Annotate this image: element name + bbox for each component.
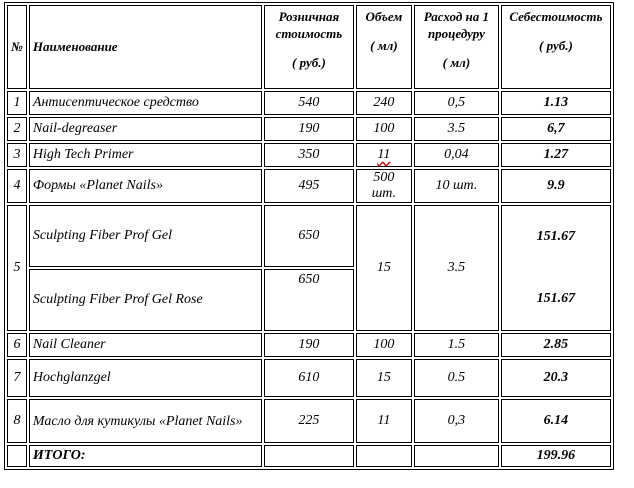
row-usage: 3.5 [414, 117, 499, 141]
row-volume: 15 [356, 205, 412, 331]
row-name: Антисептическое средство [29, 91, 262, 115]
table-row [7, 359, 611, 397]
header-usage-unit: ( мл) [442, 55, 471, 70]
row-price: 190 [264, 333, 354, 357]
row-cost: 9.9 [501, 169, 611, 203]
header-usage-line1: Расход на 1 [423, 9, 490, 24]
header-name: Наименование [29, 5, 262, 89]
header-cost-unit: ( руб.) [539, 38, 573, 53]
row-number: 7 [7, 359, 27, 397]
table-row [7, 117, 611, 141]
row-volume: 100 [356, 333, 412, 357]
header-volume [356, 5, 412, 89]
row-name: Sculpting Fiber Prof Gel [29, 205, 262, 267]
header-retail-line2: стоимость [275, 26, 343, 41]
total-price-cell [264, 445, 354, 467]
table-row [7, 143, 611, 167]
table-row [7, 205, 611, 267]
row-cost: 1.13 [501, 91, 611, 115]
row-usage: 3.5 [414, 205, 499, 331]
total-usage-cell [414, 445, 499, 467]
header-row [7, 5, 611, 89]
table-row [7, 333, 611, 357]
row-cost: 2.85 [501, 333, 611, 357]
row-price: 650 [264, 205, 354, 267]
row-name: Nail Cleaner [29, 333, 262, 357]
total-number-cell [7, 445, 27, 467]
row-name: Формы «Planet Nails» [29, 169, 262, 203]
row-volume: 240 [356, 91, 412, 115]
row-name: High Tech Primer [29, 143, 262, 167]
header-retail-price [264, 5, 354, 89]
row-price: 190 [264, 117, 354, 141]
table-row [7, 399, 611, 443]
table-row [7, 169, 611, 203]
row-usage: 0,5 [414, 91, 499, 115]
row-name: Hochglanzgel [29, 359, 262, 397]
cost-a-value: 151.67 [536, 229, 576, 244]
row-name: Sculpting Fiber Prof Gel Rose [29, 269, 262, 331]
row-usage: 0,04 [414, 143, 499, 167]
row-volume: 15 [356, 359, 412, 397]
row-price: 350 [264, 143, 354, 167]
row-usage: 0,3 [414, 399, 499, 443]
row-number: 5 [7, 205, 27, 331]
row-cost: 6,7 [501, 117, 611, 141]
total-volume-cell [356, 445, 412, 467]
cost-table-page [4, 2, 614, 470]
row-price: 540 [264, 91, 354, 115]
row-price: 650 [264, 269, 354, 331]
cost-table [4, 2, 614, 470]
row-name: Масло для кутикулы «Planet Nails» [29, 399, 262, 443]
row-cost: 1.27 [501, 143, 611, 167]
row-name: Nail-degreaser [29, 117, 262, 141]
header-cost-label: Себестоимость [509, 9, 603, 24]
row-price: 225 [264, 399, 354, 443]
row-number: 4 [7, 169, 27, 203]
header-usage [414, 5, 499, 89]
row-number: 8 [7, 399, 27, 443]
header-volume-label: Объем [365, 9, 403, 24]
row-cost: 20.3 [501, 359, 611, 397]
row-usage: 10 шт. [414, 169, 499, 203]
row-number: 1 [7, 91, 27, 115]
header-retail-unit: ( руб.) [292, 55, 326, 70]
total-row [7, 445, 611, 467]
row-number: 2 [7, 117, 27, 141]
row-volume: 11 [356, 399, 412, 443]
total-cost: 199.96 [501, 445, 611, 467]
total-label: ИТОГО: [29, 445, 262, 467]
table-row [7, 91, 611, 115]
spellcheck-underlined-value: 11 [377, 147, 391, 162]
row-number: 3 [7, 143, 27, 167]
row-price: 495 [264, 169, 354, 203]
row-volume: 100 [356, 117, 412, 141]
row-volume [356, 143, 412, 167]
row-number: 6 [7, 333, 27, 357]
header-usage-line2: процедуру [427, 26, 485, 41]
row-volume: 500 шт. [356, 169, 412, 203]
cost-b-value: 151.67 [536, 291, 576, 306]
row-usage: 1.5 [414, 333, 499, 357]
header-retail-line1: Розничная [278, 9, 340, 24]
row-price: 610 [264, 359, 354, 397]
header-volume-unit: ( мл) [370, 38, 398, 53]
row-usage: 0.5 [414, 359, 499, 397]
header-cost [501, 5, 611, 89]
row-cost: 6.14 [501, 399, 611, 443]
header-number: № [7, 5, 27, 89]
row-cost-a [501, 205, 611, 331]
